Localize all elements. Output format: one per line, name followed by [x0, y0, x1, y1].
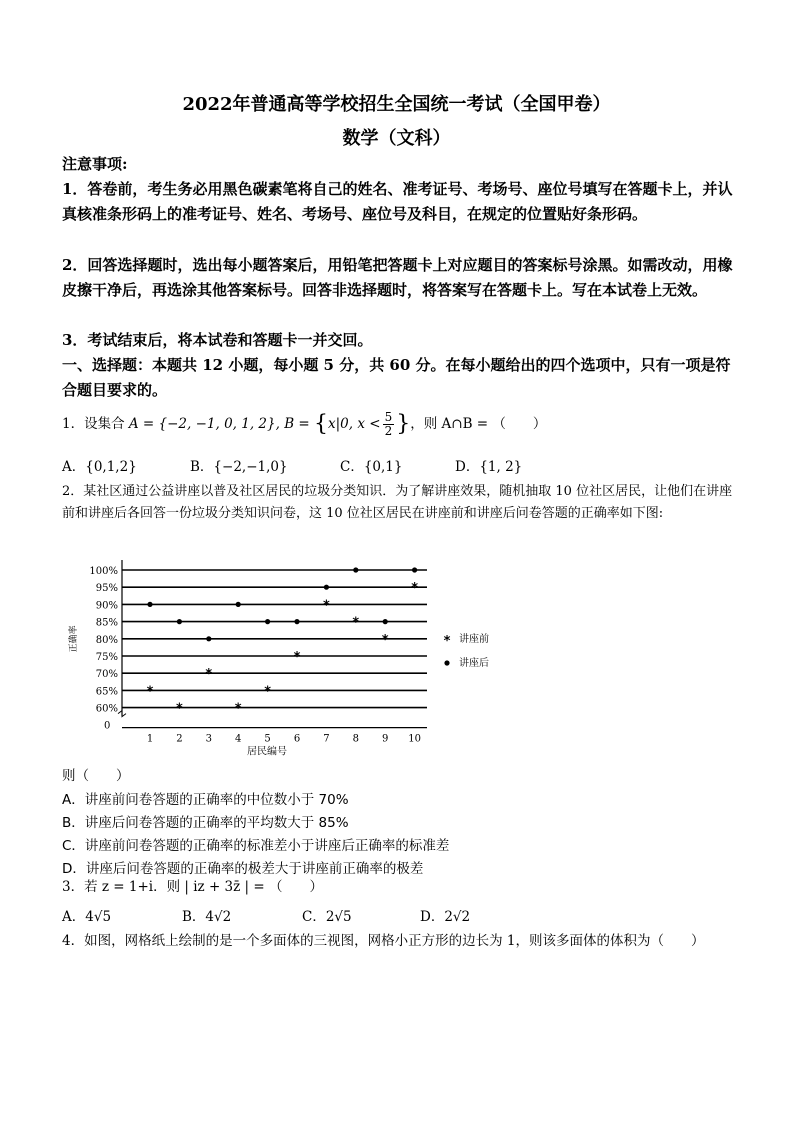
before-point: *	[322, 598, 330, 614]
after-point	[353, 567, 358, 572]
axis-break	[118, 711, 126, 717]
before-point: *	[205, 667, 213, 683]
x-tick-label: 6	[293, 733, 301, 745]
y-tick-label: 60%	[95, 703, 118, 715]
x-tick-label: 7	[323, 733, 330, 745]
note-item-1: 1．答卷前，考生务必用黑色碳素笔将自己的姓名、准考证号、考场号、座位号填写在答题卡上，并认真核准条形码上的准考证号、姓名、考场号、座位号及科目，在规定的位置贴好条形码。	[62, 180, 733, 224]
note-item-2: 2．回答选择题时，选出每小题答案后，用铅笔把答题卡上对应题目的答案标号涂黑。如需改动，用橡皮擦干净后，再选涂其他答案标号。回答非选择题时，将答案写在答题卡上。写在本试卷上无效。	[62, 256, 733, 300]
question-1: 1．设集合 A = {−2, −1, 0, 1, 2}, B = {x|0, x < $\frac{5}{2}$ }，则 A∩B = （ ）	[62, 410, 547, 438]
after-point	[412, 567, 417, 572]
question-3-stem: 3．若 z = 1+i．则 | iz + 3z̄ | = （ ）	[62, 879, 323, 895]
after-point	[294, 619, 299, 624]
q2-option-a: A．讲座前问卷答题的正确率的中位数小于 70%	[62, 792, 349, 808]
after-point	[324, 585, 329, 590]
y-zero-label: 0	[104, 720, 111, 732]
q1-options	[62, 455, 522, 475]
x-axis-label: 居民编号	[247, 746, 287, 757]
section-heading: 一、选择题：本题共 12 小题，每小题 5 分，共 60 分。在每小题给出的四个选项中，只有一项是符合题目要求的。	[62, 356, 731, 400]
q2-option-b: B．讲座后问卷答题的正确率的平均数大于 85%	[62, 815, 349, 831]
before-point: *	[146, 684, 154, 700]
x-tick-label: 9	[382, 733, 389, 745]
y-tick-label: 85%	[95, 617, 118, 629]
notes-heading: 注意事项:	[62, 155, 128, 173]
after-point	[206, 636, 211, 641]
q3-option-a: A．4√5	[62, 909, 112, 925]
x-tick-label: 8	[352, 733, 359, 745]
x-tick-label: 10	[408, 733, 421, 745]
legend-after-label: 讲座后	[459, 658, 489, 669]
y-tick-label: 95%	[95, 583, 118, 595]
before-point: *	[234, 701, 242, 717]
q1-prefix: 1．设集合	[62, 416, 125, 432]
legend-before-marker: *	[443, 633, 451, 649]
y-tick-label: 65%	[95, 686, 118, 698]
legend-after-marker	[444, 660, 449, 665]
x-tick-label: 1	[146, 733, 154, 745]
q2-option-c: C．讲座前问卷答题的正确率的标准差小于讲座后正确率的标准差	[62, 838, 450, 854]
q2-option-d: D．讲座后问卷答题的正确率的极差大于讲座前正确率的极差	[62, 861, 424, 877]
q1-option-c: C．{0,1}	[340, 459, 403, 475]
after-point	[177, 619, 182, 624]
before-point: *	[293, 650, 301, 665]
q2-then: 则（ ）	[62, 768, 130, 784]
question-4-stem: 4．如图，网格纸上绘制的是一个多面体的三视图，网格小正方形的边长为 1，则该多面体的体积为（ ）	[62, 933, 705, 949]
before-point: *	[381, 632, 389, 648]
before-point: *	[352, 615, 360, 631]
y-tick-label: 75%	[95, 652, 118, 663]
y-tick-label: 90%	[95, 600, 118, 612]
exam-title: 2022年普通高等学校招生全国统一考试（全国甲卷）	[182, 94, 611, 115]
before-point: *	[175, 701, 183, 717]
x-tick-label: 2	[176, 733, 183, 745]
y-axis-label: 正确率	[69, 625, 79, 653]
after-point	[147, 602, 152, 607]
q3-option-d: D．2√2	[420, 909, 471, 925]
q3-options	[62, 905, 470, 925]
q1-set-b: x|0, x <	[328, 416, 381, 432]
before-point: *	[264, 684, 272, 700]
y-tick-label: 70%	[95, 669, 118, 681]
q1-option-d: D．{1, 2}	[455, 459, 523, 475]
q1-fraction: $\frac{5}{2}$	[384, 410, 393, 438]
accuracy-chart	[62, 552, 512, 757]
x-tick-label: 5	[264, 733, 271, 745]
y-tick-label: 80%	[95, 634, 118, 646]
q1-option-b: B．{−2,−1,0}	[190, 459, 288, 475]
after-point	[236, 602, 241, 607]
q3-option-c: C．2√5	[302, 909, 352, 925]
q3-option-b: B．4√2	[182, 909, 232, 925]
after-point	[383, 619, 388, 624]
x-tick-label: 3	[205, 733, 212, 745]
q1-suffix: ，则 A∩B = （ ）	[410, 416, 547, 432]
legend-before-label: 讲座前	[459, 633, 489, 645]
y-tick-label: 100%	[89, 566, 118, 577]
note-item-3: 3．考试结束后，将本试卷和答题卡一并交回。	[62, 331, 373, 349]
question-2-stem: 2．某社区通过公益讲座以普及社区居民的垃圾分类知识．为了解讲座效果，随机抽取 10 位社区居民，让他们在讲座前和讲座后各回答一份垃圾分类知识问卷，这 10 位社区居民在讲座前和讲座后问卷答题的正确率如下图:	[62, 484, 733, 521]
x-tick-label: 4	[235, 733, 242, 745]
q1-set-a: A = {−2, −1, 0, 1, 2}, B =	[128, 416, 315, 432]
exam-subtitle: 数学（文科）	[342, 128, 451, 149]
q1-option-a: A．{0,1,2}	[62, 459, 137, 475]
before-point: *	[411, 581, 419, 597]
after-point	[265, 619, 270, 624]
